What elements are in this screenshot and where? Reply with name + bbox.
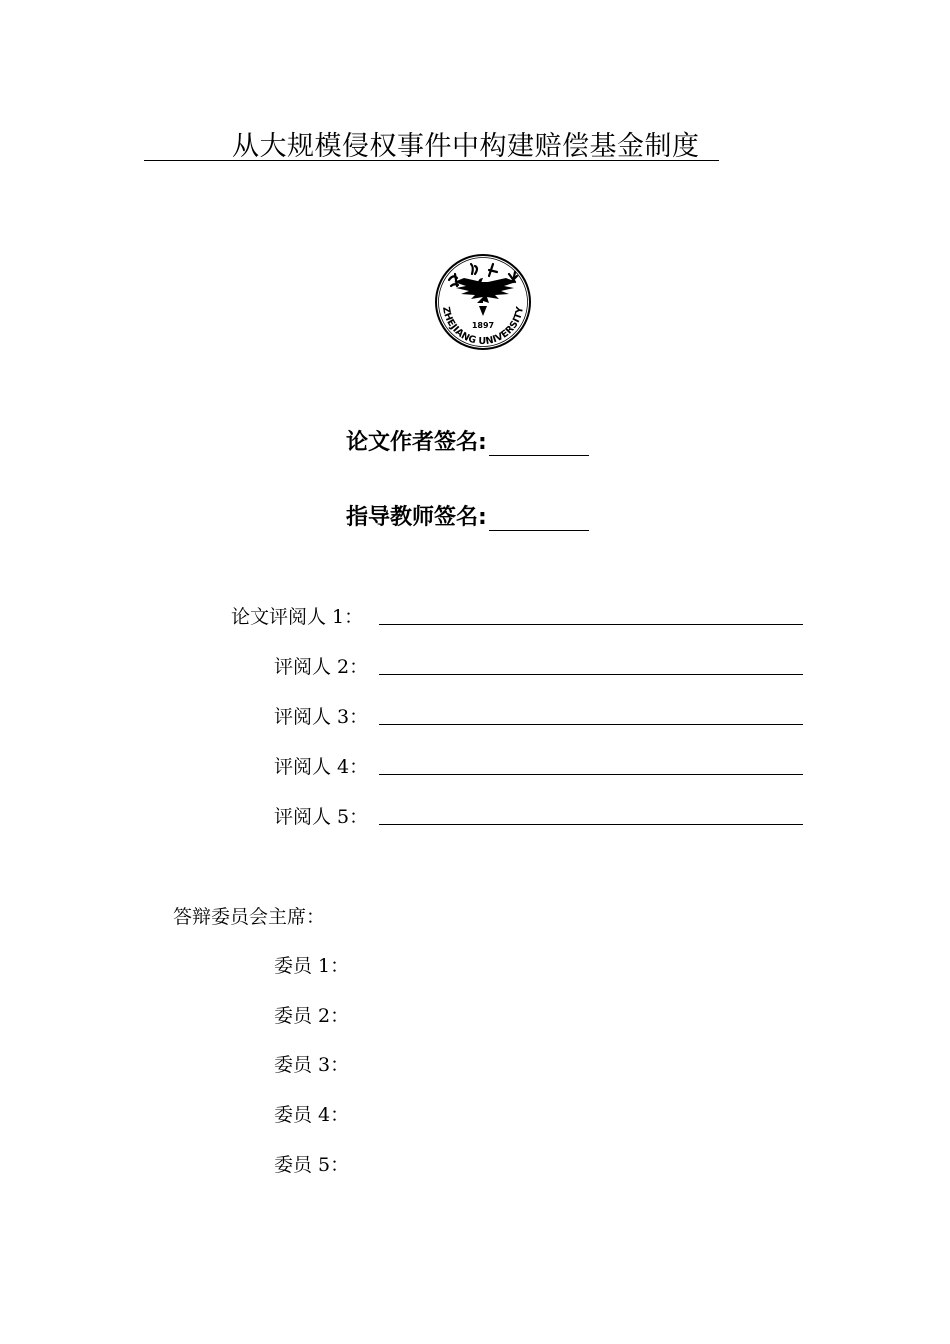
committee-member-label: 委员 3： bbox=[274, 1054, 350, 1076]
reviewer-line[interactable] bbox=[379, 824, 803, 825]
reviewer-label: 评阅人 3： bbox=[274, 706, 369, 728]
advisor-signature-label: 指导教师签名: bbox=[346, 505, 487, 530]
reviewer-line[interactable] bbox=[379, 724, 803, 725]
committee-chair-label: 答辩委员会主席： bbox=[173, 906, 326, 928]
advisor-signature-field bbox=[346, 500, 589, 531]
page-title: 从大规模侵权事件中构建赔偿基金制度 bbox=[232, 131, 700, 162]
reviewer-label: 评阅人 2： bbox=[274, 656, 369, 678]
reviewer-label: 论文评阅人 1： bbox=[231, 606, 364, 628]
reviewer-line[interactable] bbox=[379, 624, 803, 625]
committee-member-label: 委员 5： bbox=[274, 1154, 350, 1176]
seal-year: 1897 bbox=[471, 321, 495, 330]
advisor-signature-blank[interactable] bbox=[489, 506, 589, 531]
committee-member-label: 委员 2： bbox=[274, 1005, 350, 1027]
reviewer-label: 评阅人 4： bbox=[274, 756, 369, 778]
author-signature-field bbox=[346, 425, 589, 456]
seal-bottom-text: ZHEJIANG UNIVERSITY bbox=[440, 305, 526, 348]
author-signature-blank[interactable] bbox=[489, 431, 589, 456]
reviewer-label: 评阅人 5： bbox=[274, 806, 369, 828]
reviewer-line[interactable] bbox=[379, 774, 803, 775]
committee-member-label: 委员 1： bbox=[274, 955, 350, 977]
author-signature-label: 论文作者签名: bbox=[346, 430, 487, 455]
reviewer-line[interactable] bbox=[379, 674, 803, 675]
committee-member-label: 委员 4： bbox=[274, 1104, 350, 1126]
university-seal-icon bbox=[431, 252, 535, 352]
